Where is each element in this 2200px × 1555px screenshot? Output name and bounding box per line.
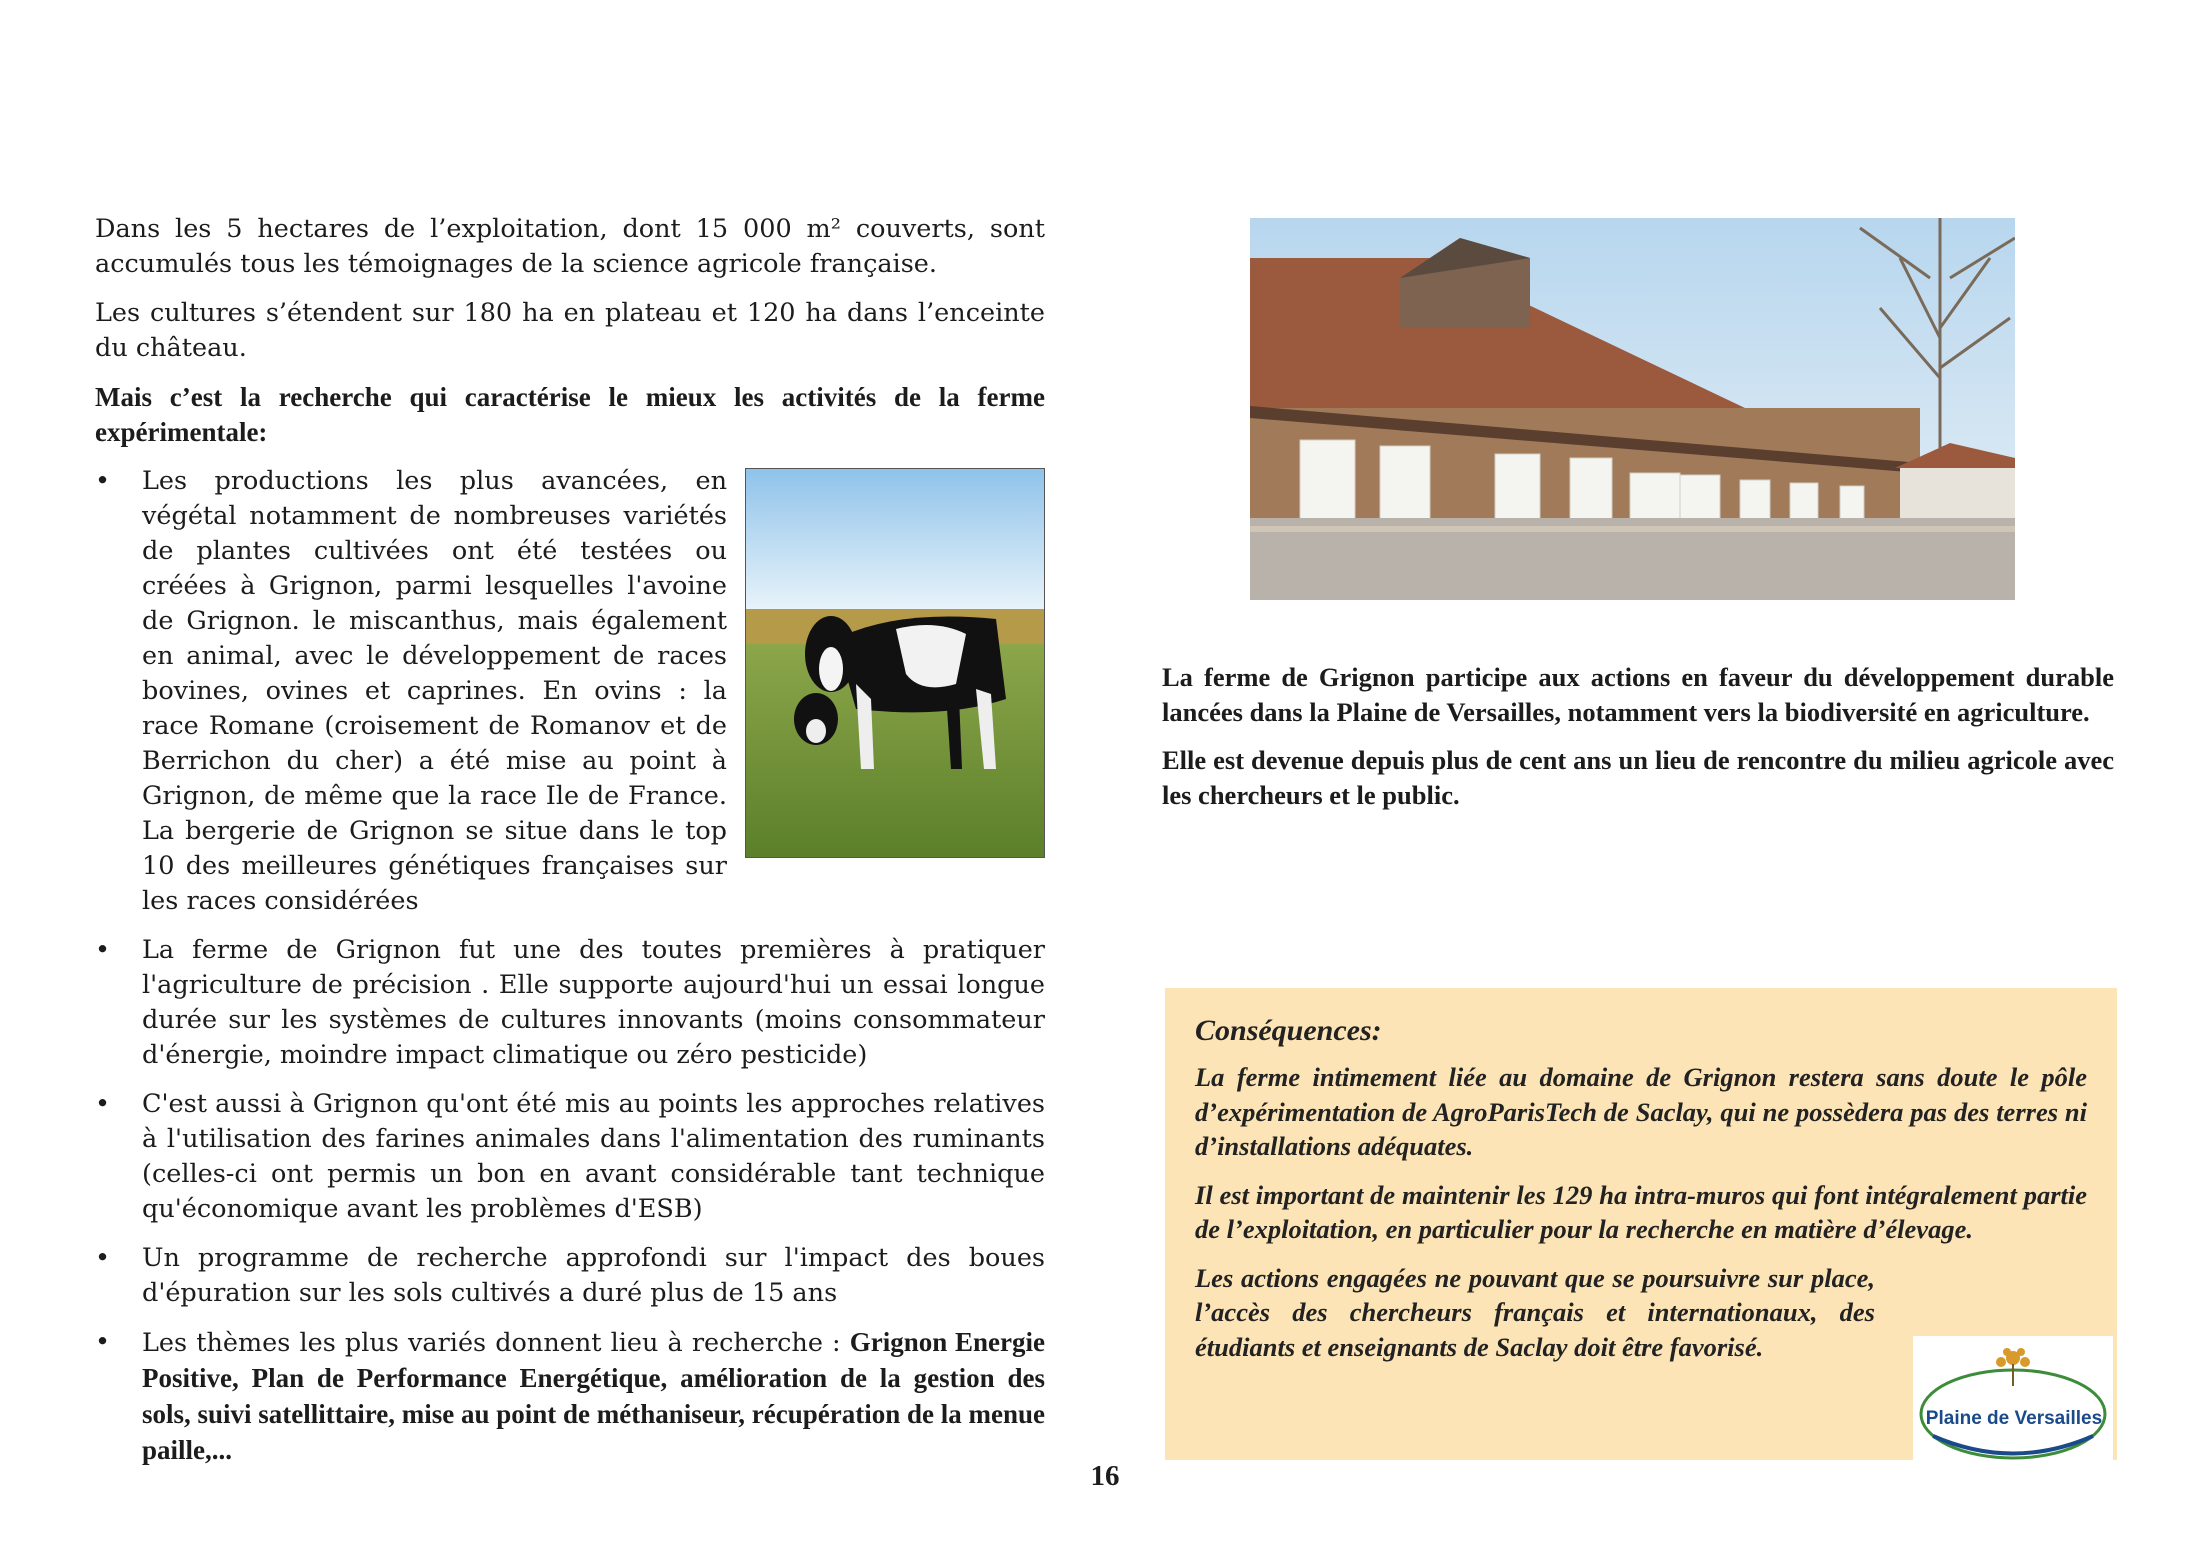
logo-text: Plaine de Versailles bbox=[1925, 1408, 2103, 1429]
page-number: 16 bbox=[1090, 1460, 1120, 1492]
bullet-text-2: La ferme de Grignon fut une des toutes premières à pratiquer l'agriculture de précision . Elle supporte aujourd'hui un essai longue durée sur les systèmes de cultures innovants (moins consommateur d'énergie, moindre impact climatique ou zéro pesticide) bbox=[142, 935, 1045, 1070]
list-item bbox=[95, 1325, 1045, 1469]
list-item bbox=[95, 1087, 1045, 1227]
bullet-text-5-normal: Les thèmes les plus variés donnent lieu à recherche : bbox=[142, 1328, 850, 1358]
meeting-place-paragraph: Elle est devenue depuis plus de cent ans un lieu de rencontre du milieu agricole avec les chercheurs et le public. bbox=[1162, 745, 2114, 810]
bullet-icon: • bbox=[95, 1243, 111, 1273]
sustainability-paragraph: La ferme de Grignon participe aux actions en faveur du développement durable lancées dans la Plaine de Versailles, notamment vers la biodiversité en agriculture. bbox=[1162, 662, 2114, 727]
consequences-title: Conséquences: bbox=[1195, 1014, 1382, 1047]
intro-paragraph-2: Les cultures s’étendent sur 180 ha en plateau et 120 ha dans l’enceinte du château. bbox=[95, 298, 1045, 363]
research-heading: Mais c’est la recherche qui caractérise le mieux les activités de la ferme expérimentale: bbox=[95, 382, 1045, 447]
research-list bbox=[95, 464, 1045, 1469]
consequences-paragraph-2: Il est important de maintenir les 129 ha intra-muros qui font intégralement partie de l’exploitation, en particulier pour la recherche en matière d’élevage. bbox=[1195, 1179, 2087, 1244]
bullet-text-5-bold: Grignon Energie Positive, Plan de Performance Energétique, amélioration de la gestion des sols, suivi satellittaire, mise au point de méthaniseur, récupération de la menue paille,... bbox=[142, 1327, 1046, 1465]
bullet-icon: • bbox=[95, 1327, 111, 1357]
list-item bbox=[95, 933, 1045, 1073]
list-item bbox=[95, 464, 1045, 919]
bullet-icon: • bbox=[95, 466, 111, 496]
consequences-paragraph-1: La ferme intimement liée au domaine de Grignon restera sans doute le pôle d’expérimentation de AgroParisTech de Saclay, qui ne possèdera pas des terres ni d’installations adéquates. bbox=[1195, 1062, 2087, 1161]
bullet-icon: • bbox=[95, 1089, 111, 1119]
bullet-text-3: C'est aussi à Grignon qu'ont été mis au points les approches relatives à l'utilisation des farines animales dans l'alimentation des ruminants (celles-ci ont permis un bon en avant considérable tant technique qu'économique avant les problèmes d'ESB) bbox=[142, 1089, 1045, 1224]
consequences-paragraph-3: Les actions engagées ne pouvant que se poursuivre sur place, l’accès des chercheurs français et internationaux, des étudiants et enseignants de Saclay doit être favorisé. bbox=[1195, 1262, 1875, 1362]
farm-building-photo bbox=[1250, 218, 2015, 600]
bullet-text-1: Les productions les plus avancées, en végétal notamment de nombreuses variétés de plantes cultivées ont été testées ou créées à Grignon, parmi lesquelles l'avoine de Grignon. le miscanthus, mais également en animal, avec le développement de races bovines, ovines et caprines. En ovins : la race Romane (croisement de Romanov et de Berrichon du cher) a été mise au point à Grignon, de même que la race Ile de France. La bergerie de Grignon se situe dans le top 10 des meilleures génétiques françaises sur les races considérées bbox=[142, 466, 727, 916]
bullet-icon: • bbox=[95, 935, 111, 965]
intro-paragraph-1: Dans les 5 hectares de l’exploitation, dont 15 000 m² couverts, sont accumulés tous les témoignages de la science agricole française. bbox=[95, 214, 1045, 279]
plaine-de-versailles-logo bbox=[1913, 1336, 2113, 1464]
right-text-block bbox=[1162, 660, 2114, 826]
left-column bbox=[95, 212, 1045, 1483]
list-item bbox=[95, 1241, 1045, 1311]
cow-photo bbox=[745, 468, 1045, 858]
consequences-box bbox=[1165, 988, 2117, 1460]
bullet-text-4: Un programme de recherche approfondi sur l'impact des boues d'épuration sur les sols cultivés a duré plus de 15 ans bbox=[142, 1243, 1045, 1308]
